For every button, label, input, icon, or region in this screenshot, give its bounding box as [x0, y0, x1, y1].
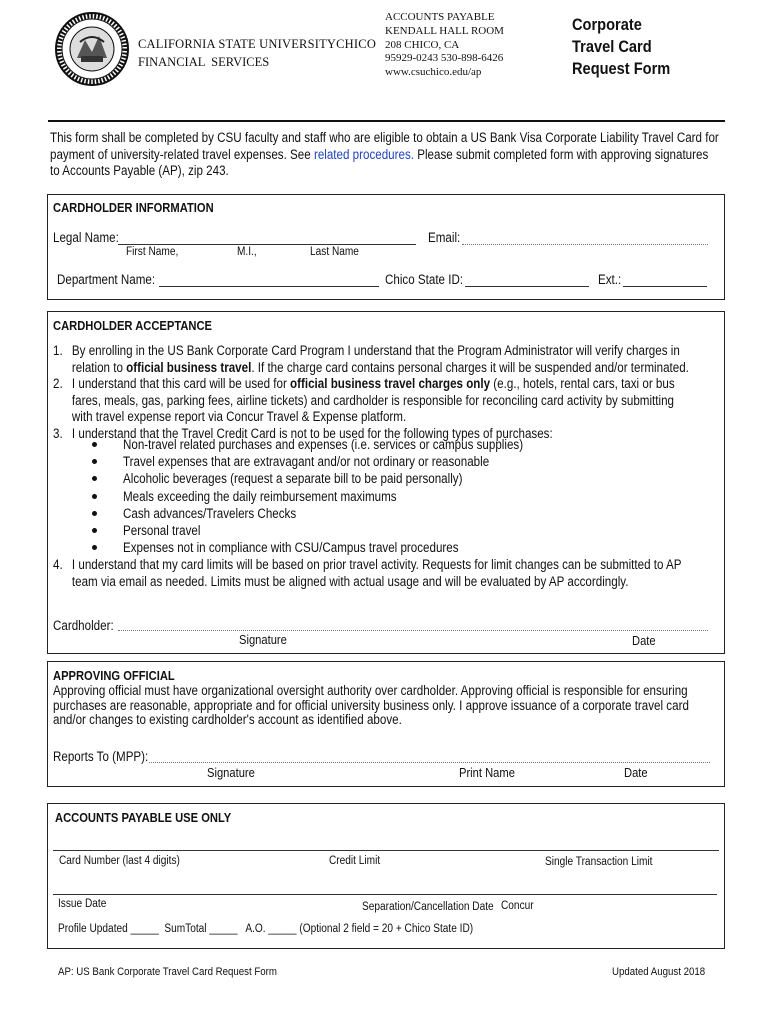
cardholder-info-title: CARDHOLDER INFORMATION	[53, 200, 214, 215]
footer-form-name: AP: US Bank Corporate Travel Card Request Form	[58, 966, 277, 978]
form-title-line: Request Form	[572, 59, 671, 78]
chico-id-label: Chico State ID:	[385, 272, 464, 287]
form-title-line: Travel Card	[572, 37, 652, 56]
approving-text	[53, 684, 689, 728]
address-line: KENDALL HALL ROOM	[385, 24, 504, 37]
concur-label: Concur	[501, 900, 534, 912]
profile-updated-line: Profile Updated _____ SumTotal _____ A.O. _____ (Optional 2 field = 20 + Chico State ID)	[58, 923, 474, 935]
issue-date-row-line	[53, 884, 717, 895]
bullet-text: Expenses not in compliance with CSU/Campus travel procedures	[123, 540, 459, 556]
card-number-label: Card Number (last 4 digits)	[59, 855, 180, 867]
intro-line: This form shall be completed by CSU faculty and staff who are eligible to obtain a US Bank Visa Corporate Liability Travel Card for	[50, 130, 719, 145]
bullet-text: Cash advances/Travelers Checks	[123, 505, 297, 521]
item-text: . If the charge card contains personal charges it will be suspended and/or terminated.	[251, 359, 689, 375]
cardholder-signature-field[interactable]	[118, 616, 708, 631]
item-text-bold: official business travel charges only	[290, 376, 491, 391]
bullet-icon	[92, 511, 97, 516]
approving-line: Approving official must have organizational oversight authority over cardholder. Approving official is responsible for ensuring	[53, 683, 688, 698]
single-transaction-limit-label: Single Transaction Limit	[545, 856, 653, 868]
list-item-cont: with travel expense report via Concur Travel & Expense platform.	[71, 409, 407, 424]
approver-print-name-caption: Print Name	[459, 765, 515, 780]
credit-limit-label: Credit Limit	[329, 855, 381, 867]
cardholder-label: Cardholder:	[53, 618, 114, 633]
address-line: www.csuchico.edu/ap	[385, 66, 482, 79]
approver-signature-caption: Signature	[207, 765, 255, 780]
university-seal	[55, 12, 129, 86]
department-name-label: Department Name:	[57, 272, 156, 287]
last-name-caption: Last Name	[310, 246, 359, 258]
legal-name-label: Legal Name:	[53, 230, 119, 245]
bullet-text: Travel expenses that are extravagant and/or not ordinary or reasonable	[123, 454, 490, 470]
bullet-icon	[92, 528, 97, 533]
item-number: 4.	[53, 557, 63, 572]
item-text: I understand that this card will be used for	[71, 376, 291, 391]
approving-line: purchases are reasonable, appropriate and for official university business only. I approve issuance of a corporate travel card	[53, 697, 689, 713]
intro-text	[50, 130, 719, 180]
list-item	[53, 557, 682, 574]
form-title-line: Corporate	[572, 15, 642, 34]
first-name-caption: First Name,	[126, 246, 179, 258]
approving-line: and/or changes to existing cardholder's account as identified above.	[53, 712, 402, 727]
email-field[interactable]	[462, 230, 708, 245]
university-name: CALIFORNIA STATE UNIVERSITYCHICO	[138, 37, 377, 51]
item-text-bold: official business travel	[126, 359, 252, 375]
list-item	[53, 343, 689, 360]
list-item-cont: team via email as needed. Limits must be aligned with actual usage and will be evaluated by AP accordingly.	[71, 573, 629, 589]
footer-updated-date: Updated August 2018	[612, 966, 706, 978]
signature-caption: Signature	[239, 632, 287, 647]
item-text: I understand that the Travel Credit Card is not to be used for the following types of purchases:	[71, 425, 553, 441]
acceptance-list-4	[53, 557, 682, 590]
legal-name-field[interactable]	[118, 230, 416, 245]
department-name-field[interactable]	[159, 272, 379, 287]
ap-use-title: ACCOUNTS PAYABLE USE ONLY	[55, 810, 232, 825]
intro-text-span: payment of university-related travel expenses. See	[50, 146, 314, 162]
bullet-icon	[92, 442, 97, 447]
ext-label: Ext.:	[598, 272, 622, 287]
intro-line: to Accounts Payable (AP), zip 243.	[50, 163, 229, 178]
header-divider	[48, 120, 725, 122]
reports-to-field[interactable]	[149, 748, 710, 763]
bullet-text: Meals exceeding the daily reimbursement maximums	[123, 488, 397, 504]
address-line: 95929-0243 530-898-6426	[385, 52, 504, 65]
email-label: Email:	[428, 230, 461, 245]
card-number-row-line	[53, 838, 719, 851]
bullet-text: Non-travel related purchases and expenses (i.e. services or campus supplies)	[123, 437, 524, 452]
form-title	[572, 14, 670, 80]
department-name: FINANCIAL SERVICES	[138, 55, 270, 69]
date-caption: Date	[632, 633, 656, 648]
intro-line	[50, 147, 719, 164]
issue-date-label: Issue Date	[58, 898, 107, 910]
item-number: 2.	[53, 376, 63, 391]
acceptance-list	[53, 343, 689, 442]
separation-date-label: Separation/Cancellation Date	[362, 901, 494, 913]
list-item-cont: fares, meals, gas, parking fees, airline tickets) and cardholder is responsible for reconciling card activity by submitting	[71, 392, 674, 408]
approver-date-caption: Date	[624, 765, 648, 780]
mi-caption: M.I.,	[237, 246, 257, 258]
acceptance-title: CARDHOLDER ACCEPTANCE	[53, 318, 213, 333]
bullet-text: Alcoholic beverages (request a separate bill to be paid personally)	[123, 471, 463, 487]
item-number: 1.	[53, 343, 63, 358]
item-text: (e.g., hotels, rental cars, taxi or bus	[490, 376, 675, 391]
ap-address	[385, 11, 504, 80]
list-item	[53, 376, 689, 393]
item-text: I understand that my card limits will be based on prior travel activity. Requests for limit changes can be submitted to AP	[71, 557, 682, 572]
related-procedures-link[interactable]: related procedures.	[313, 146, 414, 162]
item-number: 3.	[53, 425, 63, 441]
chico-id-field[interactable]	[465, 272, 589, 287]
address-line: ACCOUNTS PAYABLE	[385, 11, 495, 23]
item-text: relation to	[71, 359, 127, 375]
address-line: 208 CHICO, CA	[385, 38, 460, 51]
item-text: By enrolling in the US Bank Corporate Card Program I understand that the Program Administrator will verify charges in	[71, 343, 680, 358]
list-item-cont	[53, 360, 689, 377]
intro-text-span: Please submit completed form with approving signatures	[413, 146, 709, 162]
approving-title: APPROVING OFFICIAL	[53, 668, 175, 683]
bullet-icon	[92, 494, 97, 499]
reports-to-label: Reports To (MPP):	[53, 749, 149, 764]
ext-field[interactable]	[623, 272, 707, 287]
bullet-text: Personal travel	[123, 522, 201, 538]
